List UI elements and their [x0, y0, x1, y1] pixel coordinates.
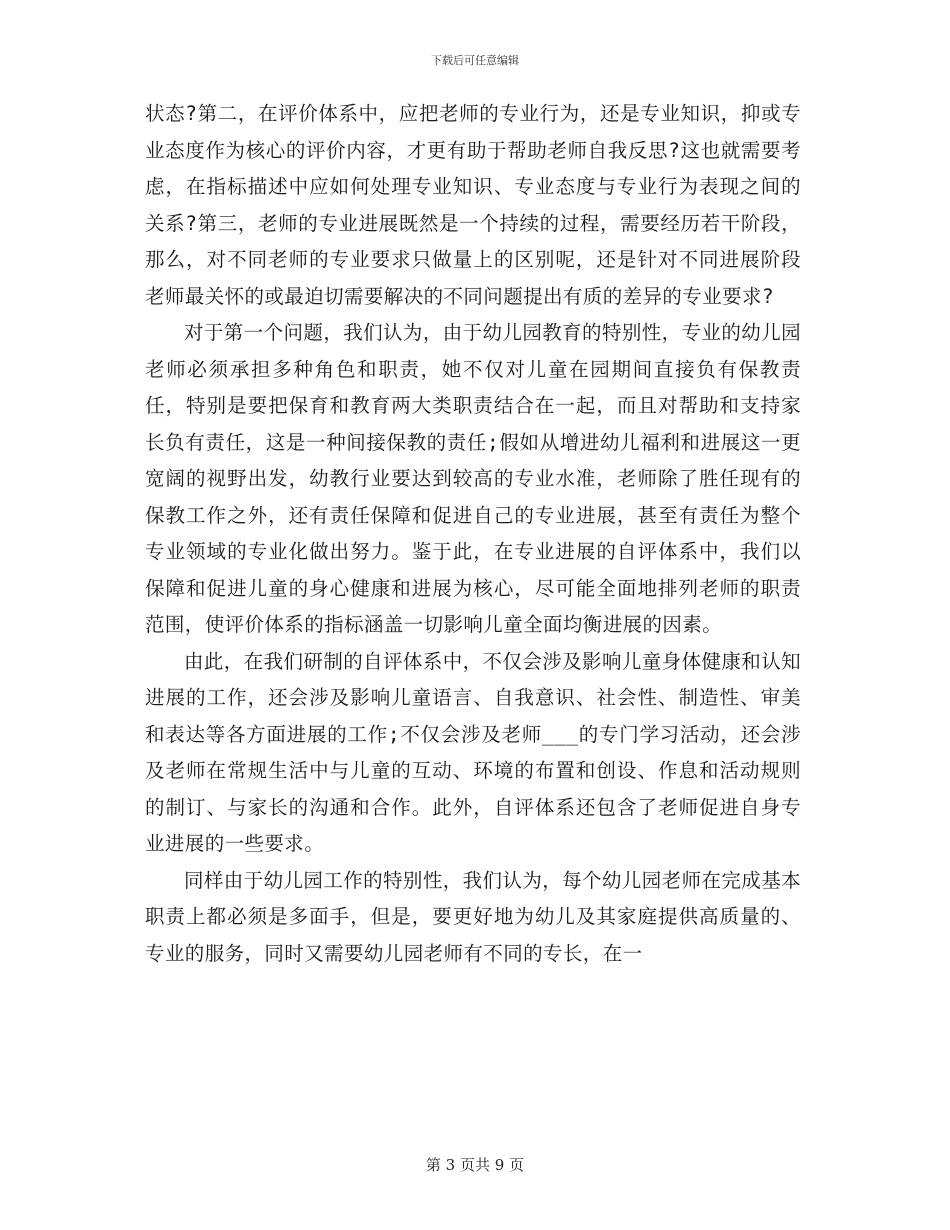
paragraph-2: 对于第一个问题，我们认为，由于幼儿园教育的特别性，专业的幼儿园老师必须承担多种角色和职责，她不仅对儿童在园期间直接负有保教责任，特别是要把保育和教育两大类职责结合在一起，而且对帮助和支持家长负有责任，这是一种间接保教的责任;假如从增进幼儿福利和进展这一更宽阔的视野出发，幼教行业要达到较高的专业水准，老师除了胜任现有的保教工作之外，还有责任保障和促进自己的专业进展，甚至有责任为整个专业领域的专业化做出努力。鉴于此，在专业进展的自评体系中，我们以保障和促进儿童的身心健康和进展为核心，尽可能全面地排列老师的职责范围，使评价体系的指标涵盖一切影响儿童全面均衡进展的因素。 [145, 321, 801, 636]
paragraph-1: 状态?第二，在评价体系中，应把老师的专业行为，还是专业知识，抑或专业态度作为核心的评价内容，才更有助于帮助老师自我反思?这也就需要考虑，在指标描述中应如何处理专业知识、专业态度与专业行为表现之间的关系?第三，老师的专业进展既然是一个持续的过程，需要经历若干阶段，那么，对不同老师的专业要求只做量上的区别呢，还是针对不同进展阶段老师最关怀的或最迫切需要解决的不同问题提出有质的差异的专业要求? [145, 102, 801, 308]
page-header: 下载后可任意编辑 [431, 54, 519, 67]
paragraph-3: 由此，在我们研制的自评体系中，不仅会涉及影响儿童身体健康和认知进展的工作，还会涉及影响儿童语言、自我意识、社会性、制造性、审美和表达等各方面进展的工作;不仅会涉及老师___的专门学习活动，还会涉及老师在常规生活中与儿童的互动、环境的布置和创设、作息和活动规则的制订、与家长的沟通和合作。此外，自评体系还包含了老师促进自身专业进展的一些要求。 [145, 649, 801, 855]
page-number: 第 3 页共 9 页 [425, 1156, 525, 1174]
paragraph-4: 同样由于幼儿园工作的特别性，我们认为，每个幼儿园老师在完成基本职责上都必须是多面手，但是，要更好地为幼儿及其家庭提供高质量的、专业的服务，同时又需要幼儿园老师有不同的专长，在一 [145, 868, 801, 965]
document-body [145, 96, 801, 972]
